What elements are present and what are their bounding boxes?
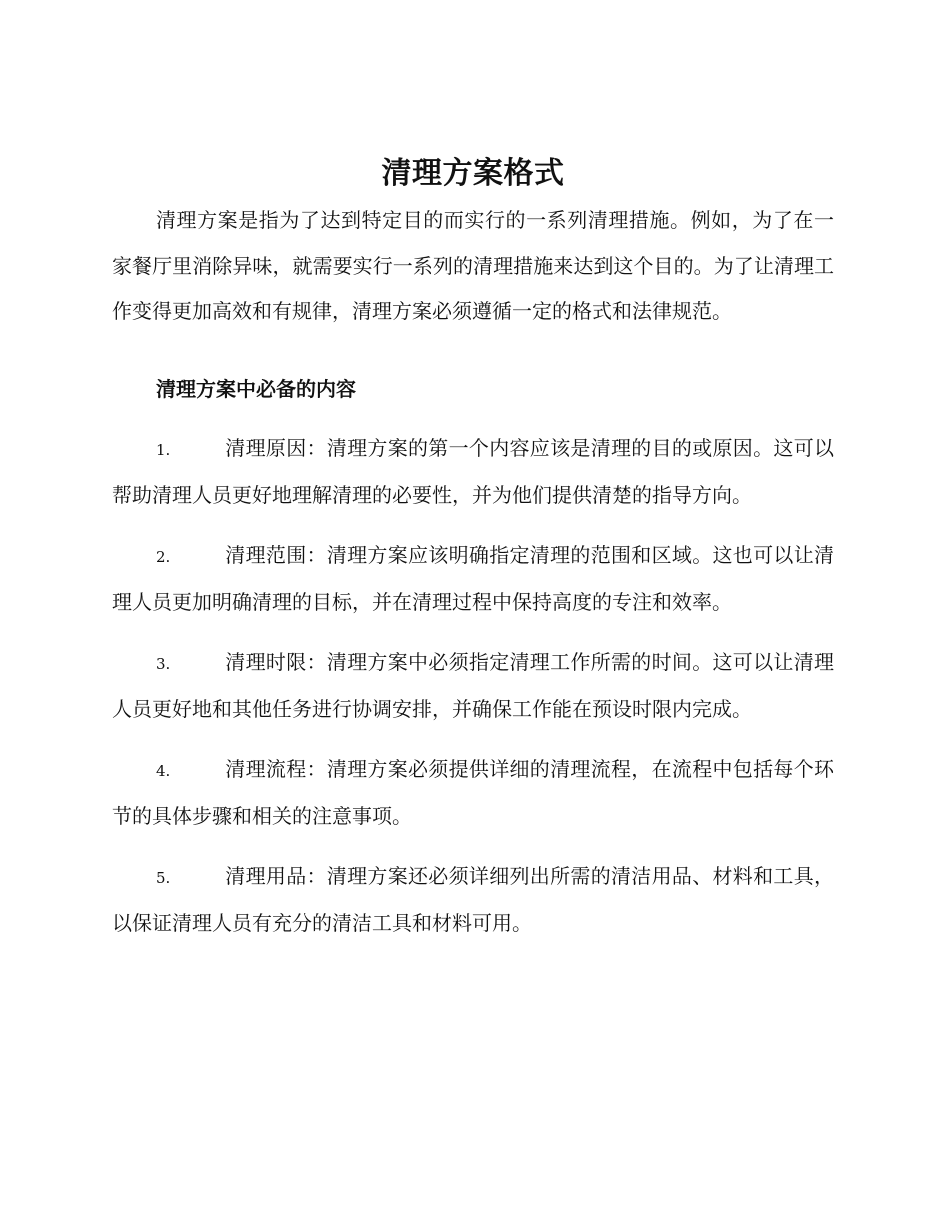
intro-paragraph: 清理方案是指为了达到特定目的而实行的一系列清理措施。例如，为了在一家餐厅里消除异味，就需要实行一系列的清理措施来达到这个目的。为了让清理工作变得更加高效和有规律，清理方案必须遵循一定的格式和法律规范。	[112, 208, 834, 323]
list-item	[112, 747, 834, 840]
list-item	[112, 426, 834, 519]
section-heading: 清理方案中必备的内容	[156, 376, 356, 401]
list-item-text: 清理原因：清理方案的第一个内容应该是清理的目的或原因。这可以帮助清理人员更好地理解清理的必要性，并为他们提供清楚的指导方向。	[112, 435, 834, 507]
list-item-text: 清理流程：清理方案必须提供详细的清理流程，在流程中包括每个环节的具体步骤和相关的注意事项。	[112, 756, 834, 828]
requirements-list	[112, 426, 834, 947]
list-item	[112, 640, 834, 733]
document-body	[112, 150, 834, 961]
list-item-number: 4.	[156, 761, 171, 780]
list-item-text: 清理时限：清理方案中必须指定清理工作所需的时间。这可以让清理人员更好地和其他任务进行协调安排，并确保工作能在预设时限内完成。	[112, 649, 834, 721]
document-title: 清理方案格式	[381, 156, 565, 191]
list-item	[112, 533, 834, 626]
list-item-number: 1.	[156, 440, 171, 459]
list-item-number: 5.	[156, 868, 171, 887]
list-item-text: 清理范围：清理方案应该明确指定清理的范围和区域。这也可以让清理人员更加明确清理的目标，并在清理过程中保持高度的专注和效率。	[112, 542, 834, 614]
list-item	[112, 854, 834, 947]
list-item-number: 3.	[156, 654, 171, 673]
list-item-text: 清理用品：清理方案还必须详细列出所需的清洁用品、材料和工具，以保证清理人员有充分的清洁工具和材料可用。	[112, 863, 834, 935]
list-item-number: 2.	[156, 547, 171, 566]
